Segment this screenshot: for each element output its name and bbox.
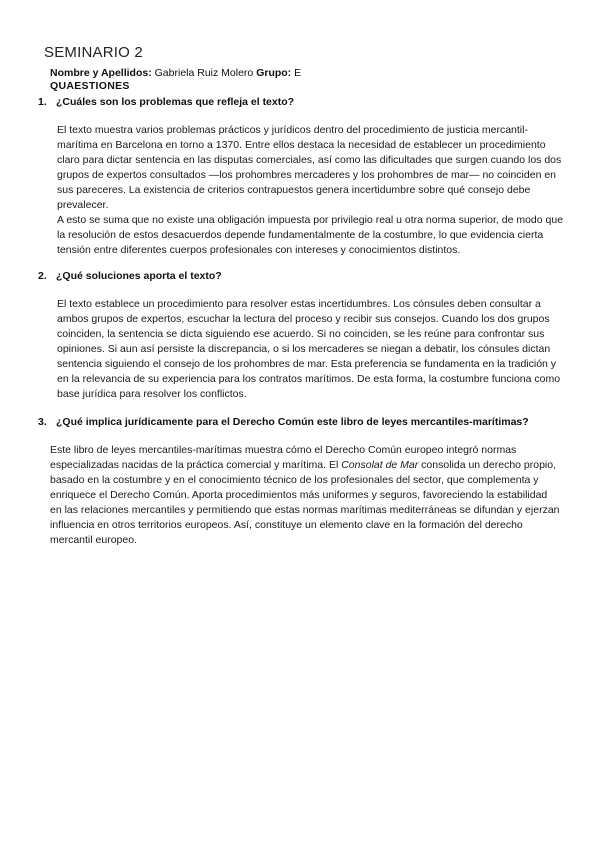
answer-2	[57, 297, 565, 402]
section-heading: QUAESTIONES	[50, 80, 130, 92]
question-3-number: 3.	[38, 416, 47, 428]
name-value: Gabriela Ruiz Molero	[154, 67, 254, 79]
answer-1-paragraph-2: A esto se suma que no existe una obligación impuesta por privilegio real u otra norma superior, de modo que la resolución de estos desacuerdos depende fundamentalmente de la costumbre, lo que evidencia cierta tensión entre diferentes cuerpos profesionales con intereses y conocimientos distintos.	[57, 214, 564, 256]
document-title: SEMINARIO 2	[44, 44, 143, 61]
answer-3	[50, 443, 560, 548]
answer-3-text-start: Este libro de leyes mercantiles-marítimas muestra cómo el Derecho Común europeo integró normas especializadas nacidas de la práctica comercial y marítima. El	[50, 444, 517, 471]
question-1-text: ¿Cuáles son los problemas que refleja el texto?	[56, 96, 295, 108]
name-label: Nombre y Apellidos:	[50, 67, 152, 79]
question-1	[38, 96, 294, 109]
student-info	[50, 67, 301, 80]
group-label: Grupo:	[256, 67, 292, 79]
question-3-text: ¿Qué implica jurídicamente para el Derecho Común este libro de leyes mercantiles-marítimas?	[56, 416, 529, 428]
answer-2-paragraph-1: El texto establece un procedimiento para resolver estas incertidumbres. Los cónsules deben consultar a ambos grupos de expertos, escuchar la lectura del proceso y recibir sus consejos. Cuando los dos grupos coinciden, la sentencia se dicta siguiendo ese acuerdo. Si no coinciden, se les reúne para confrontar sus opiniones. Si aun así persiste la discrepancia, o si los mercaderes se niegan a debatir, los cónsules dictan sentencia siguiendo el consejo de los prohombres de mar. Esta preferencia se fundamenta en la tradición y en la relevancia de su experiencia para los contratos marítimos. De esta forma, la costumbre funciona como base jurídica para resolver los conflictos.	[57, 298, 561, 400]
answer-1	[57, 123, 565, 258]
group-value: E	[294, 67, 302, 79]
answer-1-paragraph-1: El texto muestra varios problemas prácticos y jurídicos dentro del procedimiento de justicia mercantil-marítima en Barcelona en torno a 1370. Entre ellos destaca la necesidad de establecer un procedimiento claro para dictar sentencia en las disputas comerciales, así como las dificultades que surgen cuando los dos grupos de expertos consultados —los prohombres mercaderes y los prohombres de mar— no coinciden en sus pareceres. La existencia de criterios contrapuestos genera incertidumbre sobre qué consejo debe prevalecer.	[57, 124, 562, 211]
question-2-text: ¿Qué soluciones aporta el texto?	[56, 270, 222, 282]
answer-3-paragraph-1	[50, 443, 560, 548]
question-1-number: 1.	[38, 96, 47, 108]
consolat-de-mar-title: Consolat de Mar	[341, 459, 419, 471]
question-2-number: 2.	[38, 270, 47, 282]
question-3	[38, 416, 529, 429]
question-2	[38, 270, 222, 283]
answer-3-text-end: consolida un derecho propio, basado en la costumbre y en el conocimiento técnico de los profesionales del sector, que complementa y enriquece el Derecho Común. Aporta procedimientos más uniformes y seguros, favoreciendo la estabilidad en las relaciones mercantiles y permitiendo que estas normas marítimas mediterráneas se difundan y ejerzan influencia en otros territorios europeos. Así, constituye un elemento clave en la formación del derecho mercantil europeo.	[50, 459, 560, 546]
